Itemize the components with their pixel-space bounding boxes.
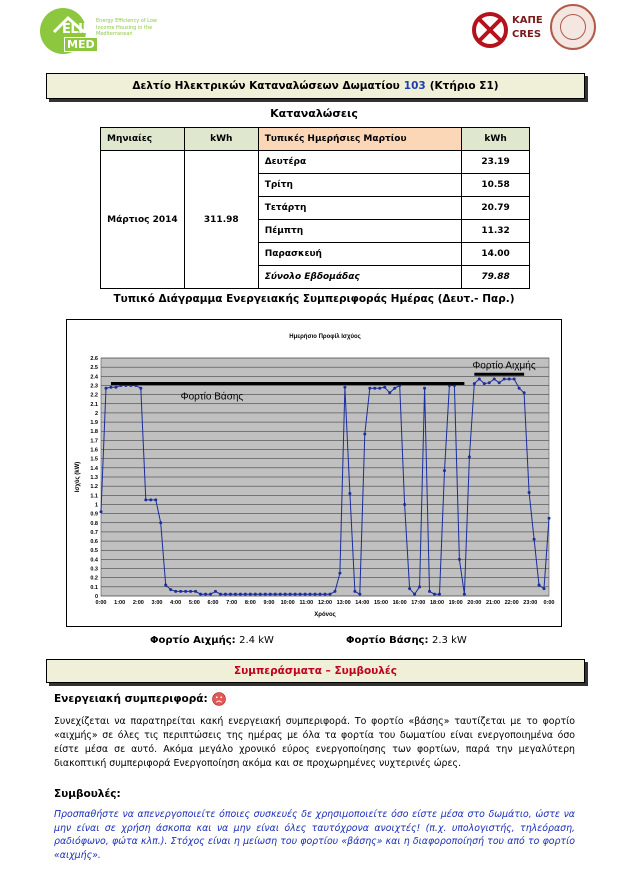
data-point [294,593,297,596]
data-point [179,590,182,593]
data-point [189,590,192,593]
y-tick-label: 2 [94,410,98,417]
chart-title: Ημερήσιο Προφίλ Ισχύος [289,334,361,340]
data-point [538,584,541,587]
data-point [473,382,476,385]
y-tick-label: 1.1 [90,493,98,500]
behaviour-text: Συνεχίζεται να παρατηρείται κακή ενεργειακή συμπεριφορά. Το φορτίο «βάσης» ταυτίζεται με το φορτίο «αιχμής» σε όλες τις περιπτώσεις της ημέρας με όλα τα φορτία του δωματίου είναι ενεργοποιημένα όσο είστε μέσα σε αυτό. Ακόμα μεγάλο χρονικό εύρος ενεργοποίησης των φορτίων, παρά την μεγαλύτερη διακοπτική συμπεριφορά Ενεργοποίηση ακόμα και σε προχωρημένες νυχτερινές ώρες. [54,716,575,769]
x-tick-label: 10:00 [280,600,295,606]
data-point [149,498,152,501]
advice-label: Συμβουλές: [54,788,121,800]
data-point [443,469,446,472]
day-value: 23.19 [462,151,530,174]
x-tick-label: 20:00 [467,600,482,606]
x-tick-label: 6:00 [207,600,219,606]
x-tick-label: 17:00 [411,600,426,606]
x-axis-label: Χρόνος [314,612,336,618]
data-point [328,593,331,596]
x-tick-label: 0:00 [95,600,107,606]
data-point [139,387,142,390]
day-label: Δευτέρα [258,151,461,174]
data-point [114,386,117,389]
x-tick-label: 14:00 [355,600,370,606]
data-point [508,378,511,381]
data-point [219,593,222,596]
data-point [498,381,501,384]
data-point [109,386,112,389]
data-point [423,387,426,390]
data-point [204,593,207,596]
data-point [338,572,341,575]
x-tick-label: 1:00 [114,600,126,606]
power-profile-chart [66,319,562,627]
data-point [433,593,436,596]
data-point [518,387,521,390]
data-point [493,378,496,381]
data-point [413,593,416,596]
data-point [478,378,481,381]
base-load-summary: Φορτίο Βάσης: 2.3 kW [346,635,467,646]
data-point [383,386,386,389]
data-point [199,593,202,596]
data-point [483,382,486,385]
day-label: Πέμπτη [258,220,461,243]
y-tick-label: 0.2 [90,575,98,582]
data-point [503,378,506,381]
data-point [533,538,536,541]
y-tick-label: 2.6 [90,356,98,362]
data-point [548,517,551,520]
x-tick-label: 9:00 [263,600,275,606]
y-tick-label: 0.6 [90,539,98,546]
data-point [428,590,431,593]
university-seal-icon [550,4,596,50]
base-load-label: Φορτίο Βάσης [180,391,244,403]
total-label: Σύνολο Εβδομάδας [258,266,461,289]
data-point [144,498,147,501]
data-point [363,432,366,435]
x-tick-label: 21:00 [485,600,501,606]
consumption-table [100,127,530,289]
x-tick-label: 19:00 [448,600,463,606]
data-point [333,590,336,593]
data-point [373,387,376,390]
x-tick-label: 3:00 [151,600,163,606]
data-point [184,590,187,593]
y-tick-label: 2.1 [90,401,98,408]
data-point [353,590,356,593]
day-value: 14.00 [462,243,530,266]
table-row [101,151,530,174]
chart-svg [67,320,561,626]
data-point [468,455,471,458]
y-tick-label: 1.6 [90,447,98,454]
y-tick-label: 2.5 [90,365,98,372]
y-tick-label: 0.1 [90,584,98,591]
elih-med-logo: ELIH MED Energy Efficiency of Low Income Housing in the Mediterranean [40,8,170,56]
x-tick-label: 18:00 [429,600,445,606]
day-label: Τετάρτη [258,197,461,220]
x-tick-label: 8:00 [244,600,256,606]
data-point [209,593,212,596]
y-tick-label: 1.5 [90,456,98,463]
data-point [543,587,546,590]
x-tick-label: 12:00 [317,600,333,606]
y-tick-label: 0 [94,594,98,600]
data-point [408,587,411,590]
data-point [388,391,391,394]
header-monthly: Μηνιαίες [101,128,185,151]
data-point [304,593,307,596]
conclusions-heading: Συμπεράσματα – Συμβουλές [46,659,585,683]
y-tick-label: 1.2 [90,484,98,491]
data-point [513,378,516,381]
data-point [463,593,466,596]
behaviour-label: Ενεργειακή συμπεριφορά: [54,692,226,706]
data-point [523,391,526,394]
data-point [368,387,371,390]
sad-face-icon [212,692,226,706]
data-point [403,503,406,506]
data-point [528,491,531,494]
x-tick-label: 15:00 [373,600,389,606]
y-tick-label: 1.7 [90,438,98,445]
kape-logo-icon [472,12,508,48]
header-kwh: kWh [184,128,258,151]
data-point [284,593,287,596]
report-title: Δελτίο Ηλεκτρικών Καταναλώσεων Δωματίου 103 (Κτήριο Σ1) [46,73,585,99]
x-tick-label: 4:00 [170,600,182,606]
month-label: Μάρτιος 2014 [101,151,185,289]
advice-text: Προσπαθήστε να απενεργοποιείτε όποιες συσκευές δε χρησιμοποιείτε όσο είστε μέσα στο δωμάτιο, ώστε να μην είναι σε χρήση άσκοπα και να μην είναι όλες ταυτόχρονα ανοιχτές! (π.χ. υπολογιστής, τηλεόραση, ραδιόφωνο, φώτα κλπ.). Στόχος είναι η μείωση του φορτίου «βάσης» και η διαφοροποίησή του από το φορτίο «αιχμής». [54,809,575,861]
data-point [259,593,262,596]
day-label: Τρίτη [258,174,461,197]
data-point [214,590,217,593]
data-point [343,386,346,389]
room-number: 103 [403,80,426,92]
y-tick-label: 0.8 [90,520,98,527]
data-point [249,593,252,596]
day-value: 10.58 [462,174,530,197]
y-tick-label: 1.8 [90,429,98,436]
y-tick-label: 0.3 [90,566,98,573]
y-tick-label: 0.4 [90,557,98,564]
data-point [264,593,267,596]
data-point [159,521,162,524]
day-value: 11.32 [462,220,530,243]
y-tick-label: 0.5 [90,548,98,555]
data-point [309,593,312,596]
data-point [104,387,107,390]
x-tick-label: 16:00 [392,600,407,606]
data-point [244,593,247,596]
y-axis-label: Ισχύς (kW) [75,461,81,493]
total-value: 79.88 [462,266,530,289]
data-point [100,510,103,513]
x-tick-label: 2:00 [132,600,144,606]
x-tick-label: 23:00 [523,600,538,606]
header-kwh-daily: kWh [462,128,530,151]
data-point [174,590,177,593]
peak-load-summary: Φορτίο Αιχμής: 2.4 kW [150,635,274,646]
y-tick-label: 2.4 [90,374,98,381]
data-point [239,593,242,596]
data-point [289,593,292,596]
day-label: Παρασκευή [258,243,461,266]
data-point [279,593,282,596]
x-tick-label: 0:00 [543,600,555,606]
data-point [458,558,461,561]
data-point [314,593,317,596]
consumption-heading: Καταναλώσεις [270,107,358,120]
y-tick-label: 1.3 [90,475,98,481]
x-tick-label: 11:00 [299,600,314,606]
data-point [418,585,421,588]
peak-load-label: Φορτίο Αιχμής [472,360,536,372]
header-typical-daily: Τυπικές Ημερήσιες Μαρτίου [258,128,461,151]
data-point [274,593,277,596]
data-point [393,387,396,390]
data-point [224,593,227,596]
data-point [229,593,232,596]
data-point [488,381,491,384]
data-point [324,593,327,596]
data-point [378,387,381,390]
day-value: 20.79 [462,197,530,220]
x-tick-label: 7:00 [226,600,238,606]
data-point [234,593,237,596]
month-value: 311.98 [184,151,258,289]
table-header-row [101,128,530,151]
data-point [348,492,351,495]
y-tick-label: 2.3 [90,383,98,390]
x-tick-label: 13:00 [336,600,351,606]
data-point [299,593,302,596]
data-point [169,588,172,591]
data-point [194,590,197,593]
y-tick-label: 0.9 [90,511,98,518]
y-tick-label: 1 [94,502,98,509]
data-point [254,593,257,596]
data-point [154,498,157,501]
data-point [269,593,272,596]
y-tick-label: 1.9 [90,420,98,427]
y-tick-label: 2.2 [90,392,98,399]
x-tick-label: 5:00 [188,600,200,606]
chart-heading: Τυπικό Διάγραμμα Ενεργειακής Συμπεριφοράς Ημέρας (Δευτ.- Παρ.) [113,293,515,305]
x-tick-label: 22:00 [504,600,519,606]
data-point [164,584,167,587]
data-point [438,593,441,596]
y-tick-label: 0.7 [90,529,98,536]
y-tick-label: 1.4 [90,465,98,472]
data-point [319,593,322,596]
data-point [358,593,361,596]
kape-logo-text: ΚΑΠΕ CRES [512,15,543,40]
